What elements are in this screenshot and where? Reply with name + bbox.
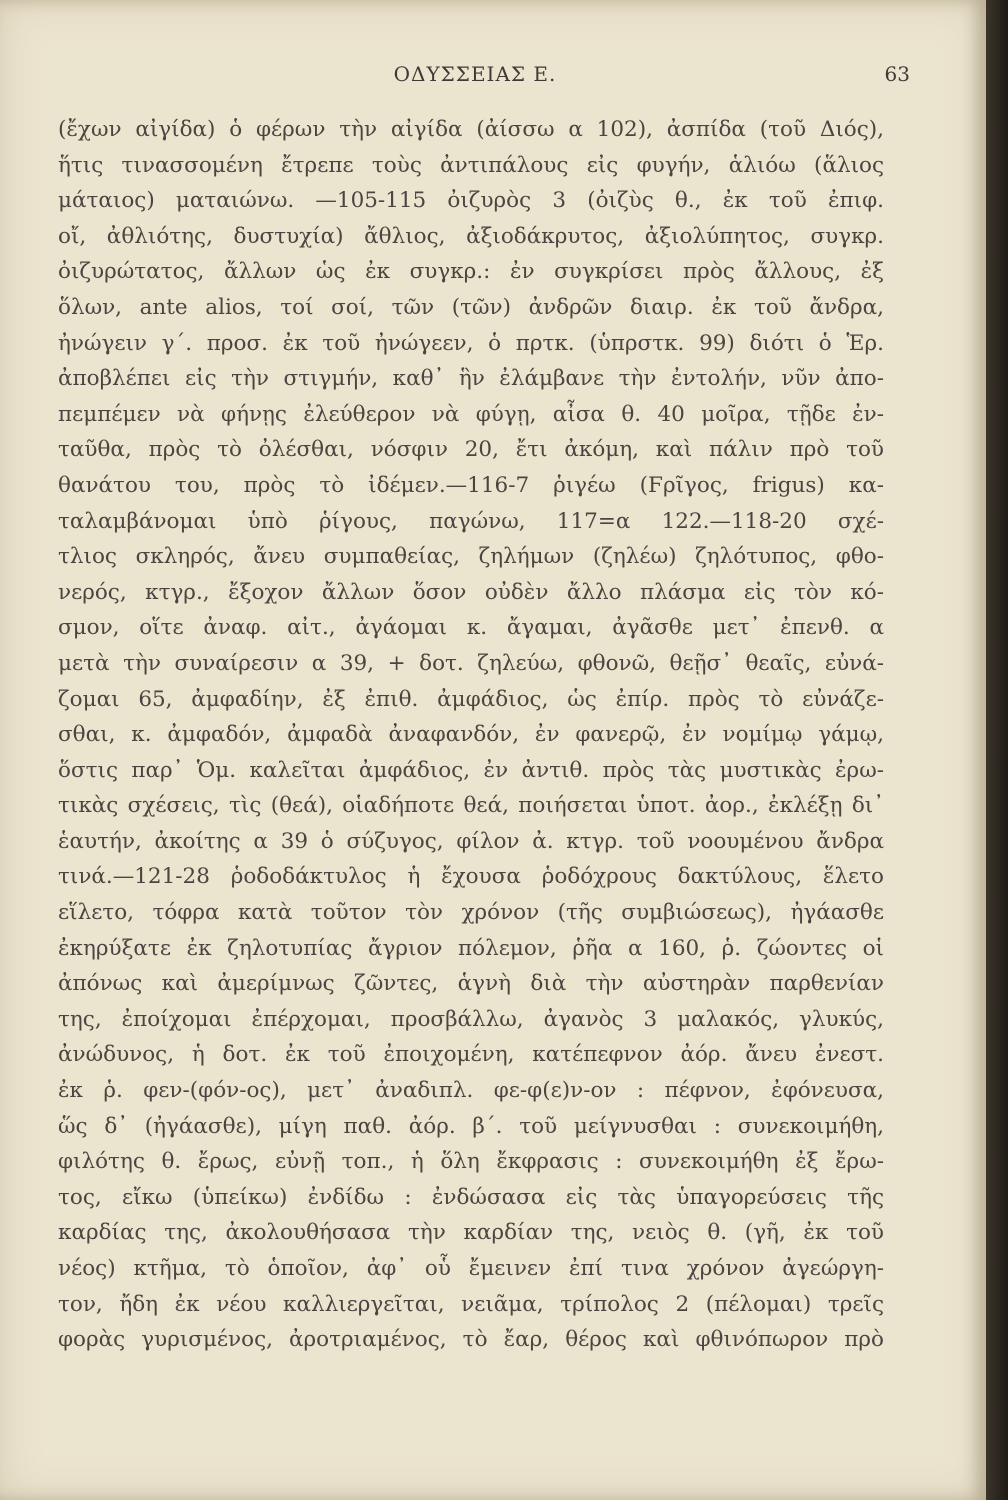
text-line: τινά.—121-28 ῥοδοδάκτυλος ἡ ἔχουσα ῥοδόχρους δακτύλους, ἕλετο (58, 864, 884, 890)
text-line: ἠνώγειν γ΄. προσ. ἐκ τοῦ ἠνώγεεν, ὁ πρτκ. (ὑπρστκ. 99) διότι ὁ Ἑρ. (58, 330, 884, 356)
text-line: ταλαμβάνομαι ὑπὸ ῥίγους, παγώνω, 117=α 122.—118-20 σχέ- (58, 508, 884, 534)
text-line: ὅστις παρ᾽ Ὁμ. καλεῖται ἀμφάδιος, ἐν ἀντιθ. πρὸς τὰς μυστικὰς ἐρω- (58, 757, 884, 783)
text-line: μετὰ τὴν συναίρεσιν α 39, + δοτ. ζηλεύω, φθονῶ, θεῇσ᾽ θεαῖς, εὐνά- (58, 650, 884, 676)
commentary-text (58, 112, 884, 1358)
text-line: (ἔχων αἰγίδα) ὁ φέρων τὴν αἰγίδα (ἀίσσω α 102), ἀσπίδα (τοῦ Διός), (58, 117, 884, 142)
text-line: σμον, οἵτε ἀναφ. αἰτ., ἀγάομαι κ. ἄγαμαι, ἀγᾶσθε μετ᾽ ἐπενθ. α (58, 615, 884, 641)
text-line: τικὰς σχέσεις, τὶς (θεά), οἱαδήποτε θεά, ποιήσεται ὑποτ. ἀορ., ἐκλέξῃ δι᾽ (58, 793, 884, 819)
text-line: πεμπέμεν νὰ φήνῃς ἐλεύθερον νὰ φύγῃ, αἶσα θ. 40 μοῖρα, τῇδε ἐν- (58, 401, 884, 427)
text-line: φορὰς γυρισμένος, ἀροτριαμένος, τὸ ἔαρ, θέρος καὶ φθινόπωρον πρὸ (58, 1327, 884, 1353)
text-line: ἀπόνως καὶ ἀμερίμνως ζῶντες, ἁγνὴ διὰ τὴν αὐστηρὰν παρθενίαν (58, 971, 884, 997)
text-line: ἐκ ῥ. φεν-(φόν-ος), μετ᾽ ἀναδιπλ. φε-φ(ε)ν-ον : πέφνον, ἐφόνευσα, (58, 1078, 884, 1104)
page-number: 63 (884, 62, 910, 86)
text-line: ὅλων, ante alios, τοί σοί, τῶν (τῶν) ἀνδρῶν διαιρ. ἐκ τοῦ ἄνδρα, (58, 294, 884, 320)
text-line: μάταιος) ματαιώνω. —105-115 ὀιζυρὸς 3 (ὀιζὺς θ., ἐκ τοῦ ἐπιφ. (58, 188, 884, 214)
text-line: ζομαι 65, ἀμφαδίην, ἐξ ἐπιθ. ἀμφάδιος, ὡς ἐπίρ. πρὸς τὸ εὐνάζε- (58, 686, 884, 712)
text-line: φιλότης θ. ἔρως, εὐνῇ τοπ., ἡ ὅλη ἔκφρασις : συνεκοιμήθη ἐξ ἔρω- (58, 1149, 884, 1175)
text-line: της, ἐποίχομαι ἐπέρχομαι, προσβάλλω, ἀγανὸς 3 μαλακός, γλυκύς, (58, 1006, 884, 1032)
text-line: τλιος σκληρός, ἄνευ συμπαθείας, ζηλήμων (ζηλέω) ζηλότυπος, φθο- (58, 544, 884, 570)
text-line: νέος) κτῆμα, τὸ ὁποῖον, ἀφ᾽ οὗ ἔμεινεν ἐπί τινα χρόνον ἀγεώργη- (58, 1256, 884, 1281)
header-title: ΟΔΥΣΣΕΙΑΣ Ε. (393, 62, 557, 86)
text-line: ἐκηρύξατε ἐκ ζηλοτυπίας ἄγριον πόλεμον, ῥῆα α 160, ῥ. ζώοντες οἱ (58, 935, 884, 961)
text-line: ὀιζυρώτατος, ἄλλων ὡς ἐκ συγκρ.: ἐν συγκρίσει πρὸς ἄλλους, ἐξ (58, 259, 884, 285)
text-line: εἵλετο, τόφρα κατὰ τοῦτον τὸν χρόνον (τῆς συμβιώσεως), ἠγάασθε (58, 900, 884, 926)
text-line: ταῦθα, πρὸς τὸ ὀλέσθαι, νόσφιν 20, ἔτι ἀκόμη, καὶ πάλιν πρὸ τοῦ (58, 437, 884, 463)
text-line: τον, ἤδη ἐκ νέου καλλιεργεῖται, νειᾶμα, τρίπολος 2 (πέλομαι) τρεῖς (58, 1291, 884, 1317)
text-line: οἴ, ἀθλιότης, δυστυχία) ἄθλιος, ἀξιοδάκρυτος, ἀξιολύπητος, συγκρ. (58, 223, 884, 249)
text-line: θανάτου του, πρὸς τὸ ἰδέμεν.—116-7 ῥιγέω (Ϝρῖγος, frigus) κα- (58, 472, 884, 498)
text-line: ὥς δ᾽ (ἠγάασθε), μίγη παθ. ἀόρ. β΄. τοῦ μείγνυσθαι : συνεκοιμήθη, (58, 1113, 884, 1139)
text-line: σθαι, κ. ἀμφαδόν, ἀμφαδὰ ἀναφανδόν, ἐν φανερῷ, ἐν νομίμῳ γάμῳ, (58, 722, 884, 748)
text-line: καρδίας της, ἀκολουθήσασα τὴν καρδίαν της, νειὸς θ. (γῆ, ἐκ τοῦ (58, 1220, 884, 1246)
text-line: ἑαυτήν, ἀκοίτης α 39 ὁ σύζυγος, φίλον ἀ. κτγρ. τοῦ νοουμένου ἄνδρα (58, 828, 884, 854)
text-line: νερός, κτγρ., ἔξοχον ἄλλων ὅσον οὐδὲν ἄλλο πλάσμα εἰς τὸν κό- (58, 579, 884, 605)
text-line: ἀποβλέπει εἰς τὴν στιγμήν, καθ᾽ ἣν ἐλάμβανε τὴν ἐντολήν, νῦν ἀπο- (58, 366, 884, 392)
running-header (40, 62, 910, 92)
text-line: τος, εἴκω (ὑπείκω) ἐνδίδω : ἐνδώσασα εἰς τὰς ὑπαγορεύσεις τῆς (58, 1184, 884, 1210)
text-line: ἥτις τινασσομένη ἔτρεπε τοὺς ἀντιπάλους εἰς φυγήν, ἁλιόω (ἅλιος (58, 152, 884, 178)
book-edge (986, 0, 1008, 1500)
text-line: ἀνώδυνος, ἡ δοτ. ἐκ τοῦ ἐποιχομένη, κατέπεφνον ἀόρ. ἄνευ ἐνεστ. (58, 1042, 884, 1068)
